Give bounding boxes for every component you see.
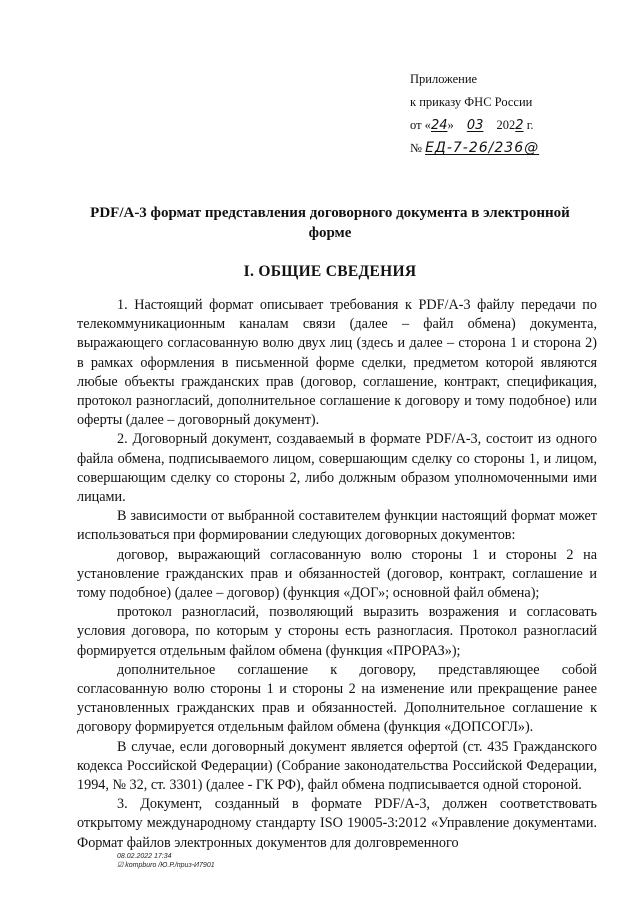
paragraph-7: В случае, если договорный документ является офертой (ст. 435 Гражданского кодекса Российской Федерации) (Собрание законодательства Российской Федерации, 1994, № 32, ст. 3301) (далее - ГК РФ), файл обмена подписывается одной стороной.	[77, 738, 597, 794]
footer-meta	[117, 852, 215, 870]
date-month: 03	[466, 118, 484, 133]
date-year-digit: 2	[515, 118, 524, 133]
appendix-label: Приложение	[410, 72, 478, 86]
number-prefix: №	[410, 141, 426, 155]
document-title: PDF/A-3 формат представления договорного документа в электронной форме	[90, 205, 570, 241]
paragraph-6: дополнительное соглашение к договору, представляющее собой согласованную волю стороны 1 и стороны 2 на изменение или прекращение ранее установленных гражданских прав и обязанностей. Дополнительное соглашение к договору формируется отдельным файлом обмена (функция «ДОПСОГЛ»).	[77, 661, 597, 736]
appendix-order-ref: к приказу ФНС России	[410, 95, 533, 109]
date-year-prefix: 202	[493, 118, 516, 132]
appendix-block	[410, 68, 539, 160]
paragraph-4: договор, выражающий согласованную волю стороны 1 и стороны 2 на установление гражданских прав и обязанностей (договор, контракт, соглашение и тому подобное) (далее – договор) (функция «ДОГ»; основной файл обмена);	[77, 546, 597, 602]
section-heading: I. ОБЩИЕ СВЕДЕНИЯ	[243, 263, 417, 280]
paragraph-8: 3. Документ, созданный в формате PDF/A-3, должен соответствовать открытому международному стандарту ISO 19005-3:2012 «Управление документами. Формат файлов электронных документов для долговременного	[77, 796, 597, 851]
footer-path: ☑ kompburo /Ю.Р./приз-И7901	[117, 862, 215, 869]
paragraph-5: протокол разногласий, позволяющий выразить возражения и согласовать условия договора, по которым у стороны есть разногласия. Протокол разногласий формируется отдельным файлом обмена (функция «ПРОРАЗ»);	[77, 604, 597, 659]
date-day: 24	[430, 118, 448, 133]
date-prefix: от «	[410, 118, 431, 132]
paragraph-2: 2. Договорный документ, создаваемый в формате PDF/A-3, состоит из одного файла обмена, подписываемого лицом, совершающим сделку со стороны 1, и лицом, совершающим сделку со стороны 2, либо должным образом уполномоченными ими лицами.	[77, 431, 597, 506]
appendix-number	[410, 137, 539, 160]
date-mid: »	[447, 118, 457, 132]
number-value: ЕД-7-26/236@	[425, 140, 540, 156]
paragraph-3: В зависимости от выбранной составителем функции настоящий формат может использоваться при формировании следующих договорных документов:	[77, 508, 597, 544]
footer-timestamp: 08.02.2022 17:34	[117, 853, 172, 860]
date-suffix: г.	[523, 118, 534, 132]
document-body	[77, 296, 597, 853]
appendix-date	[410, 114, 539, 137]
paragraph-1: 1. Настоящий формат описывает требования к PDF/A-3 файлу передачи по телекоммуникационным каналам связи (далее – файл обмена) документа, выражающего согласованную волю двух лиц (здесь и далее – сторона 1 и сторона 2) в рамках оформления в письменной форме сделки, предметом которой являются любые объекты гражданских прав (договор, соглашение, контракт, спецификация, протокол разногласий, дополнительное соглашение к договору и тому подобное) или оферты (далее – договорный документ).	[77, 297, 597, 429]
